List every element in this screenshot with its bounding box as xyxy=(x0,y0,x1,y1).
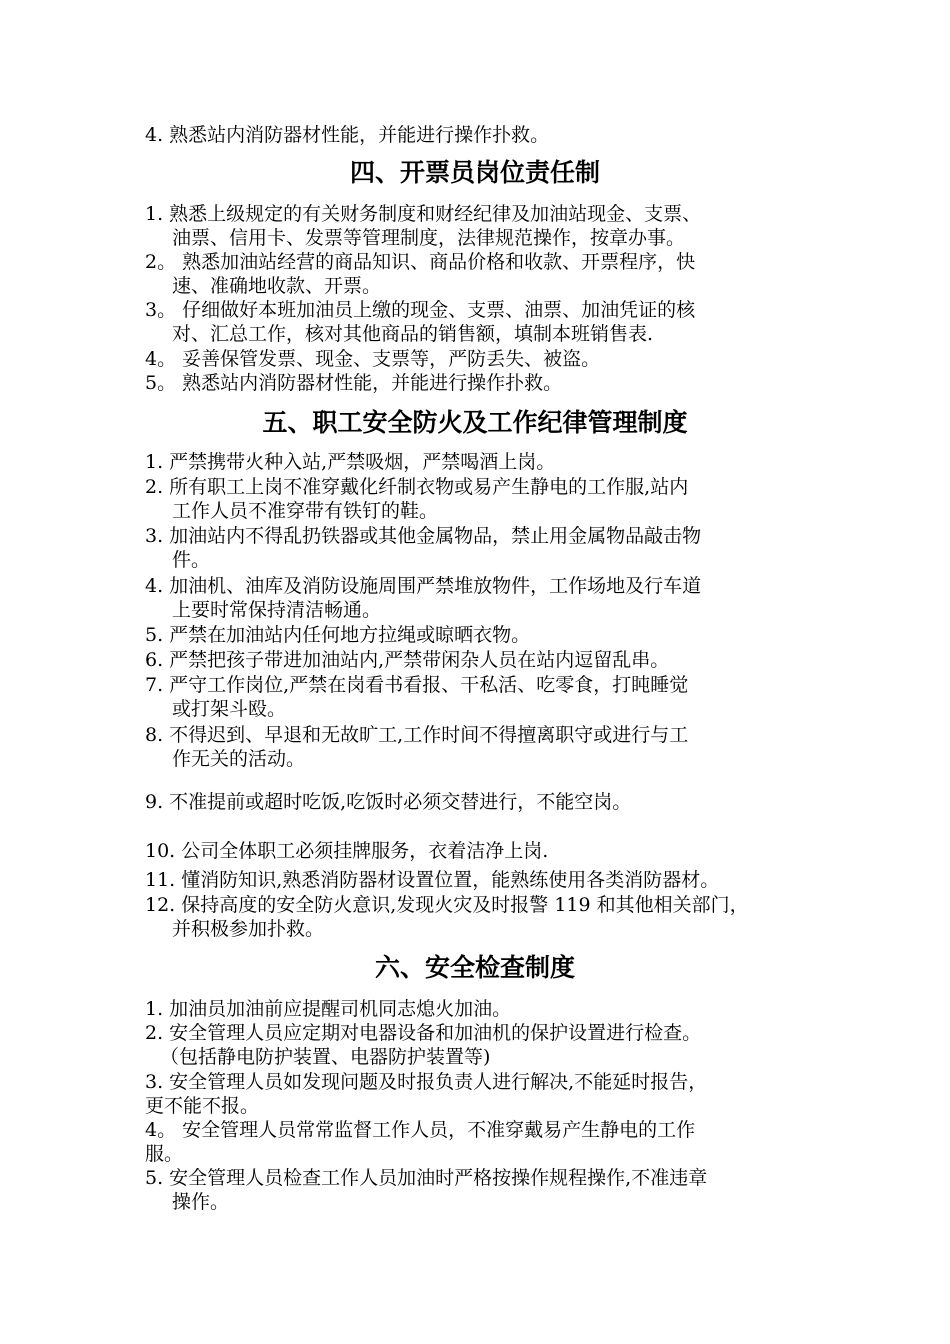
s5-item-2-line-1: 2. 所有职工上岗不准穿戴化纤制衣物或易产生静电的工作服,站内 xyxy=(145,476,689,498)
s5-item-4-line-1: 4. 加油机、油库及消防设施周围严禁堆放物件，工作场地及行车道 xyxy=(145,575,702,597)
s4-item-1-line-1: 1. 熟悉上级规定的有关财务制度和财经纪律及加油站现金、支票、 xyxy=(145,203,702,225)
s5-item-12-line-1: 12. 保持高度的安全防火意识,发现火灾及时报警 119 和其他相关部门， xyxy=(145,894,749,916)
s6-item-1: 1. 加油员加油前应提醒司机同志熄火加油。 xyxy=(145,998,512,1020)
s6-item-4-line-2: 服。 xyxy=(145,1143,184,1165)
s5-item-6: 6. 严禁把孩子带进加油站内,严禁带闲杂人员在站内逗留乱串。 xyxy=(145,649,670,671)
s5-item-7-line-2: 或打架斗殴。 xyxy=(172,698,287,720)
s6-item-3-line-2: 更不能不报。 xyxy=(145,1095,260,1117)
s5-item-2-line-2: 工作人员不准穿带有铁钉的鞋。 xyxy=(172,500,439,522)
s5-item-5: 5. 严禁在加油站内任何地方拉绳或晾晒衣物。 xyxy=(145,624,531,646)
intro-item: 4. 熟悉站内消防器材性能，并能进行操作扑救。 xyxy=(145,124,550,146)
s6-item-3-line-1: 3. 安全管理人员如发现问题及时报负责人进行解决,不能延时报告， xyxy=(145,1071,708,1093)
s5-item-3-line-2: 件。 xyxy=(172,549,211,571)
s5-item-4-line-2: 上要时常保持清洁畅通。 xyxy=(172,599,382,621)
s5-item-11: 11. 懂消防知识,熟悉消防器材设置位置，能熟练使用各类消防器材。 xyxy=(145,869,720,891)
s4-item-4: 4。 妥善保管发票、现金、支票等，严防丢失、被盗。 xyxy=(145,348,601,370)
s4-item-5: 5。 熟悉站内消防器材性能，并能进行操作扑救。 xyxy=(145,372,563,394)
s5-item-8-line-2: 作无关的活动。 xyxy=(172,748,306,770)
s5-item-12-line-2: 并积极参加扑救。 xyxy=(172,918,325,940)
s5-item-1: 1. 严禁携带火种入站,严禁吸烟，严禁喝酒上岗。 xyxy=(145,451,556,473)
s4-item-3-line-1: 3。 仔细做好本班加油员上缴的现金、支票、油票、加油凭证的核 xyxy=(145,299,696,321)
s6-item-2-line-1: 2. 安全管理人员应定期对电器设备和加油机的保护设置进行检查。 xyxy=(145,1022,702,1044)
section-6-title: 六、安全检查制度 xyxy=(374,953,575,982)
s5-item-3-line-1: 3. 加油站内不得乱扔铁器或其他金属物品，禁止用金属物品敲击物 xyxy=(145,525,702,547)
s4-item-3-line-2: 对、汇总工作，核对其他商品的销售额，填制本班销售表. xyxy=(172,323,654,345)
s5-item-7-line-1: 7. 严守工作岗位,严禁在岗看书看报、干私活、吃零食，打盹睡觉 xyxy=(145,674,689,696)
s4-item-1-line-2: 油票、信用卡、发票等管理制度，法律规范操作，按章办事。 xyxy=(172,227,686,249)
s4-item-2-line-2: 速、准确地收款、开票。 xyxy=(172,275,382,297)
s6-item-2-line-2: （包括静电防护装置、电器防护装置等) xyxy=(160,1046,491,1068)
s5-item-8-line-1: 8. 不得迟到、早退和无故旷工,工作时间不得擅离职守或进行与工 xyxy=(145,724,689,746)
s6-item-4-line-1: 4。 安全管理人员常常监督工作人员，不准穿戴易产生静电的工作 xyxy=(145,1119,696,1141)
s6-item-5-line-2: 操作。 xyxy=(172,1191,230,1213)
s6-item-5-line-1: 5. 安全管理人员检查工作人员加油时严格按操作规程操作,不准违章 xyxy=(145,1167,708,1189)
section-4-title: 四、开票员岗位责任制 xyxy=(349,158,600,187)
s4-item-2-line-1: 2。 熟悉加油站经营的商品知识、商品价格和收款、开票程序，快 xyxy=(145,251,696,273)
s5-item-10: 10. 公司全体职工必须挂牌服务，衣着洁净上岗. xyxy=(145,840,549,862)
s5-item-9: 9. 不准提前或超时吃饭,吃饭时必须交替进行，不能空岗。 xyxy=(145,791,632,813)
section-5-title: 五、职工安全防火及工作纪律管理制度 xyxy=(262,408,688,437)
